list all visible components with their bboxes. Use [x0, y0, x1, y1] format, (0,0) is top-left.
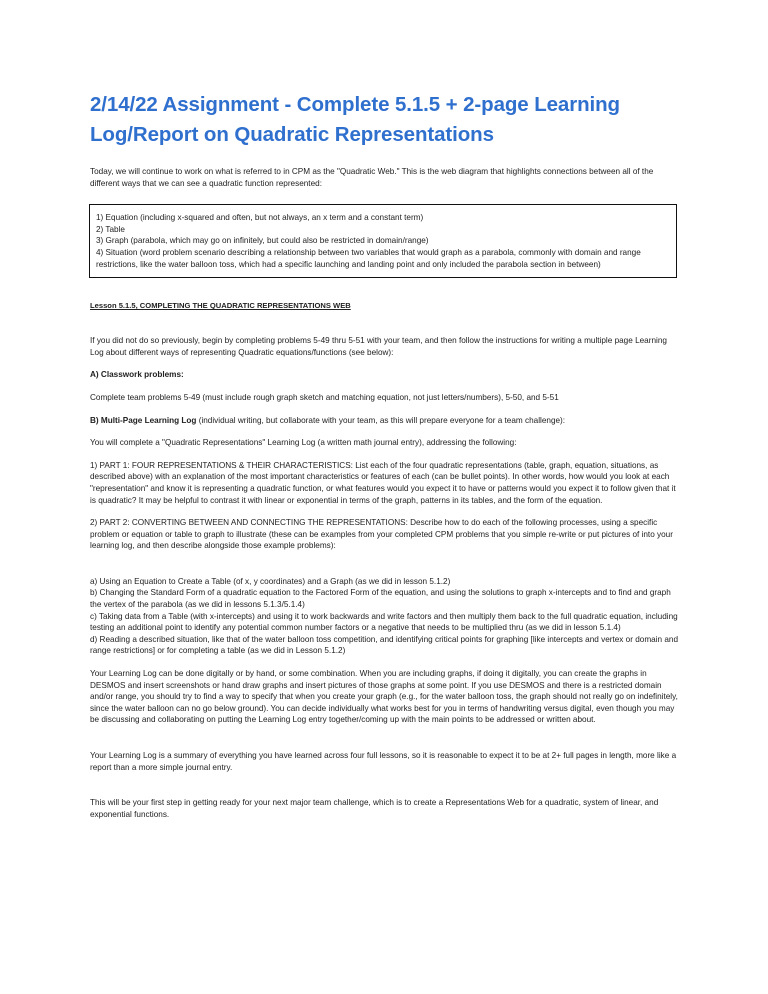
process-list	[90, 576, 678, 657]
process-item: d) Reading a described situation, like that of the water balloon toss competition, and identifying critical points for graphing [like intercepts and vertex or domain and range restrictions] or for completing a table (as we did in Lesson 5.1.2)	[90, 634, 679, 656]
representation-item: 1) Equation (including x-squared and often, but not always, an x term and a constant term)	[96, 213, 424, 223]
intro-paragraph: Today, we will continue to work on what is referred to in CPM as the "Quadratic Web." This is the web diagram that highlights connections between all of the different ways that we can see a quadratic function represented:	[90, 167, 654, 188]
learning-log-heading: B) Multi-Page Learning Log	[90, 415, 197, 425]
representations-box	[89, 204, 677, 278]
part1-paragraph: 1) PART 1: FOUR REPRESENTATIONS & THEIR CHARACTERISTICS: List each of the four quadratic representations (table, graph, equation, situations, as described above) with an explanation of the most important characteristics or features of each (can be bullet points). In other words, how would you look at each "representation" and know it is representing a quadratic function, or what features would you expect it to have or patterns would you expect it to follow given that it is quadratic? It may be helpful to contrast it with linear or exponential in terms of the graph, patterns in its tables, and the form of the equation.	[90, 460, 676, 505]
part2-paragraph: 2) PART 2: CONVERTING BETWEEN AND CONNECTING THE REPRESENTATIONS: Describe how to do each of the following processes, using a specific problem or equation or table to graph to illustrate (these can be examples from your completed CPM problems that you simple re-write or put pictures of into your learning log, and then describe alongside those example problems):	[90, 518, 673, 551]
final-paragraph: This will be your first step in getting ready for your next major team challenge, which is to create a Representations Web for a quadratic, system of linear, and exponential functions.	[90, 798, 659, 819]
representation-item: 4) Situation (word problem scenario describing a relationship between two variables that would graph as a parabola, commonly with domain and range restrictions, like the water balloon toss, which had a specific launching and landing point and only included the parabola section in between)	[96, 247, 641, 269]
process-item: c) Taking data from a Table (with x-intercepts) and using it to work backwards and write factors and then multiply them back to the full quadratic equation, including testing an additional point to identify any potential common number factors or a negative that needs to be multiplied thru (as we did in lesson 5.1.4)	[90, 611, 678, 633]
process-item: b) Changing the Standard Form of a quadratic equation to the Factored Form of the equation, and using the solutions to graph x-intercepts and to find and graph the vertex of the parabola (as we did in lessons 5.1.3/5.1.4)	[90, 588, 671, 610]
learning-log-heading-rest: (individual writing, but collaborate with your team, as this will prepare everyone for a team challenge):	[196, 415, 566, 425]
representation-item: 2) Table	[96, 224, 125, 234]
begin-paragraph: If you did not do so previously, begin by completing problems 5-49 thru 5-51 with your team, and then follow the instructions for writing a multiple page Learning Log about different ways of representing Quadratic equations/functions (see below):	[90, 336, 667, 357]
page-title: 2/14/22 Assignment - Complete 5.1.5 + 2-page Learning Log/Report on Quadratic Representations	[90, 93, 620, 146]
learning-log-paragraph	[90, 415, 678, 427]
lesson-heading: Lesson 5.1.5, COMPLETING THE QUADRATIC REPRESENTATIONS WEB	[90, 301, 351, 311]
process-item: a) Using an Equation to Create a Table (of x, y coordinates) and a Graph (as we did in lesson 5.1.2)	[90, 576, 451, 586]
representation-item: 3) Graph (parabola, which may go on infinitely, but could also be restricted in domain/range)	[96, 236, 429, 246]
classwork-paragraph: Complete team problems 5-49 (must include rough graph sketch and matching equation, not just letters/numbers), 5-50, and 5-51	[90, 392, 559, 402]
summary-paragraph: Your Learning Log is a summary of everything you have learned across four full lessons, so it is reasonable to expect it to be at 2+ full pages in length, more like a report than a more simple journal entry.	[90, 751, 677, 772]
classwork-heading: A) Classwork problems:	[90, 370, 184, 380]
digital-paragraph: Your Learning Log can be done digitally or by hand, or some combination. When you are including graphs, if doing it digitally, you can create the graphs in DESMOS and insert screenshots or hand draw graphs and insert pictures of those graphs at some point. If you use DESMOS and there is a restricted domain and/or range, you should try to find a way to specify that when you create your graph (e.g., for the water balloon toss, the graph should not really go on indefinitely, since the water balloon can no go below ground). You can decide individually what works best for you in terms of handwriting versus digital, even though you may be discussing and collaborating on putting the Learning Log entry together/coming up with the main points to be addressed or written about.	[90, 669, 678, 725]
complete-paragraph: You will complete a "Quadratic Representations" Learning Log (a written math journal entry), addressing the following:	[90, 438, 517, 448]
